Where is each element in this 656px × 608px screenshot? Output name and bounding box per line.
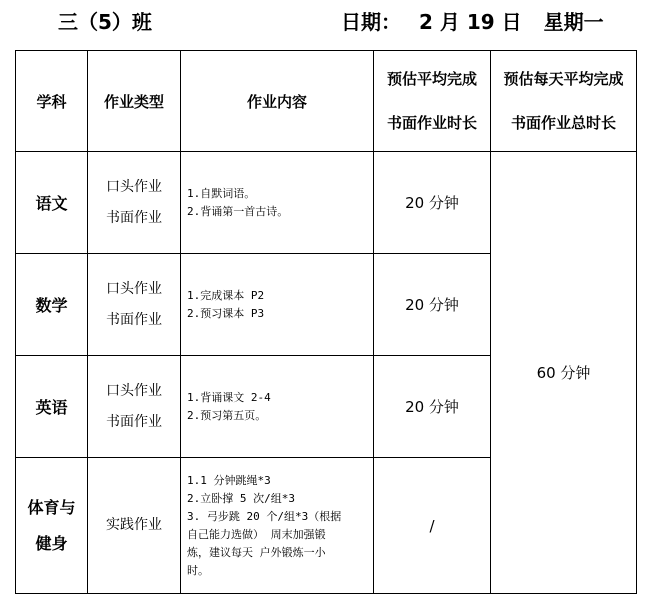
date-line (341, 6, 604, 35)
duration-cell: 20 分钟 (374, 152, 491, 254)
content-line: 2.预习课本 P3 (187, 306, 265, 320)
subject-cell: 英语 (16, 356, 88, 458)
type-label: 口头作业 (106, 382, 162, 399)
type-cell (88, 254, 181, 356)
date-value: 2 月 19 日 (419, 10, 522, 34)
header-duration (374, 51, 491, 152)
content-line: 2.立卧撑 5 次/组*3 (187, 491, 295, 505)
header-duration-line1: 预估平均完成 (386, 70, 477, 88)
total-duration-cell: 60 分钟 (491, 152, 637, 594)
content-line: 炼，建议每天 户外锻炼一小 (187, 545, 326, 559)
class-title: 三（5）班 (58, 10, 152, 34)
table-row (16, 152, 637, 254)
duration-cell: 20 分钟 (374, 254, 491, 356)
content-line: 2.预习第五页。 (187, 408, 267, 422)
header-content: 作业内容 (181, 51, 374, 152)
type-label: 书面作业 (106, 413, 162, 430)
content-line: 1.自默词语。 (187, 186, 256, 200)
content-cell (181, 254, 374, 356)
content-line: 自己能力选做） 周末加强锻 (187, 527, 326, 541)
subject-cell: 数学 (16, 254, 88, 356)
header-total-line2: 书面作业总时长 (510, 114, 616, 132)
header-row (16, 51, 637, 152)
subject-line: 体育与 (27, 497, 76, 517)
type-cell (88, 356, 181, 458)
header-duration-line2: 书面作业时长 (386, 114, 477, 132)
type-label: 书面作业 (106, 311, 162, 328)
type-label: 书面作业 (106, 209, 162, 226)
content-cell (181, 458, 374, 594)
subject-line: 健身 (35, 533, 68, 553)
duration-cell: 20 分钟 (374, 356, 491, 458)
subject-cell (16, 458, 88, 594)
type-label: 口头作业 (106, 280, 162, 297)
type-cell (88, 152, 181, 254)
type-label: 口头作业 (106, 178, 162, 195)
content-cell (181, 152, 374, 254)
type-cell: 实践作业 (88, 458, 181, 594)
duration-cell: / (374, 458, 491, 594)
subject-cell: 语文 (16, 152, 88, 254)
homework-table (15, 50, 637, 594)
weekday: 星期一 (543, 10, 604, 34)
header-subject: 学科 (16, 51, 88, 152)
content-line: 3. 弓步跳 20 个/组*3（根据 (187, 509, 342, 523)
header-type: 作业类型 (88, 51, 181, 152)
content-line: 时。 (187, 563, 209, 577)
content-cell (181, 356, 374, 458)
header-total-line1: 预估每天平均完成 (503, 70, 624, 88)
date-label: 日期： (341, 10, 401, 34)
header-total (491, 51, 637, 152)
content-line: 1.完成课本 P2 (187, 288, 265, 302)
content-line: 1.背诵课文 2-4 (187, 390, 271, 404)
content-line: 1.1 分钟跳绳*3 (187, 473, 271, 487)
content-line: 2.背诵第一首古诗。 (187, 204, 289, 218)
